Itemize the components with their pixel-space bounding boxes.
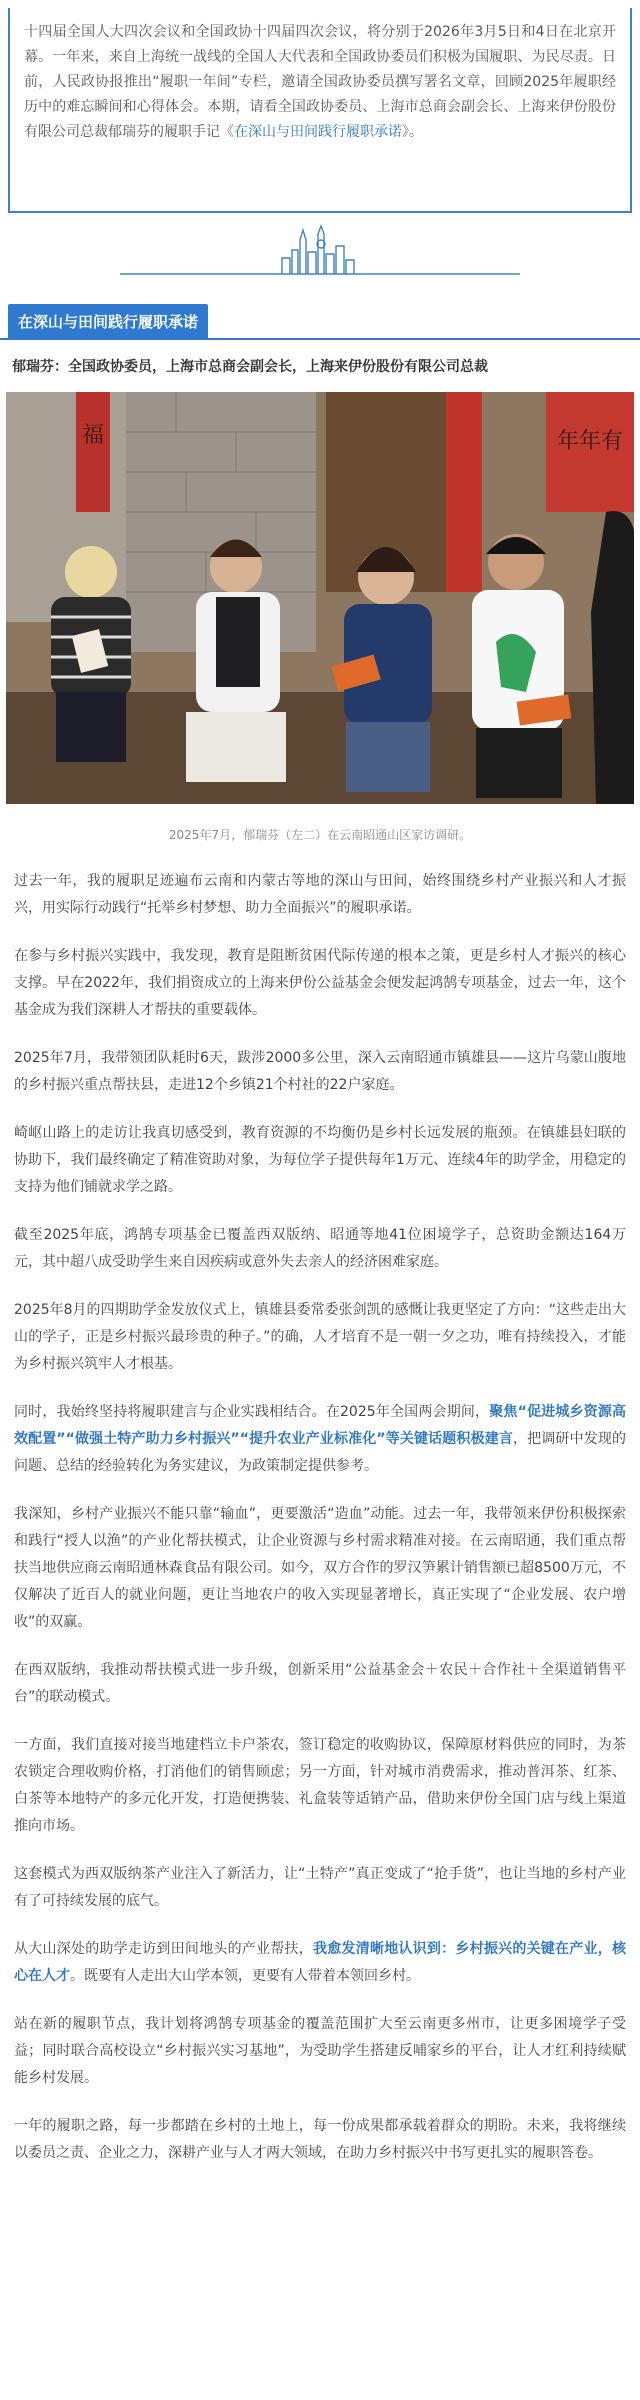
intro-article-link[interactable]: 在深山与田间践行履职承诺 (234, 124, 402, 140)
paragraph-9: 在西双版纳，我推动帮扶模式进一步升级，创新采用“公益基金会＋农民＋合作社＋全渠道销售平台”的联动模式。 (14, 1662, 626, 1705)
paragraph-12-start: 从大山深处的助学走访到田间地头的产业帮扶， (14, 1941, 313, 1957)
paragraph-12 (14, 1936, 626, 1990)
paragraph-7-highlight: 聚焦“促进城乡资源高效配置”“做强土特产助力乡村振兴”“提升农业产业标准化”等关键话题积极建言 (14, 1404, 626, 1447)
paragraph-1: 过去一年，我的履职足迹遍布云南和内蒙古等地的深山与田间，始终围绕乡村产业振兴和人才振兴，用实际行动践行“托举乡村梦想、助力全面振兴”的履职承诺。 (14, 873, 626, 916)
intro-text: 十四届全国人大四次会议和全国政协十四届四次会议，将分别于2026年3月5日和4日在北京开幕。一年来，来自上海统一战线的全国人大代表和全国政协委员们积极为国履职、为民尽责。日前，人民政协报推出“履职一年间”专栏，邀请全国政协委员撰写署名文章，回顾2025年履职经历中的难忘瞬间和心得体会。本期，请看全国政协委员、上海市总商会副会长、上海来伊份股份有限公司总裁郁瑞芬的履职手记《 (24, 24, 616, 140)
couplet-left-text: 福 (81, 423, 105, 448)
paragraph-10: 一方面，我们直接对接当地建档立卡户茶农，签订稳定的收购协议，保障原材料供应的同时，为茶农锁定合理收购价格，打消他们的销售顾虑；另一方面，针对城市消费需求，推动普洱茶、红茶、白茶等本地特产的多元化开发，打造便携装、礼盒装等适销产品，借助来伊份全国门店与线上渠道推向市场。 (14, 1737, 626, 1834)
paragraph-3: 2025年7月，我带领团队耗时6天，跋涉2000多公里，深入云南昭通市镇雄县——这片乌蒙山腹地的乡村振兴重点帮扶县，走进12个乡镇21个村社的22户家庭。 (14, 1050, 626, 1093)
paragraph-2: 在参与乡村振兴实践中，我发现，教育是阻断贫困代际传递的根本之策，更是乡村人才振兴的核心支撑。早在2022年，我们捐资成立的上海来伊份公益基金会便发起鸿鹄专项基金，过去一年，这个基金成为我们深耕人才帮扶的重要载体。 (14, 948, 626, 1018)
city-skyline-divider (0, 222, 640, 282)
paragraph-7 (14, 1399, 626, 1480)
skyline-buildings (282, 226, 354, 274)
photo-caption: 2025年7月，郁瑞芬（左二）在云南昭通山区家访调研。 (168, 828, 472, 842)
paragraph-7-end: ，把调研中发现的问题、总结的经验转化为务实建议，为政策制定提供参考。 (14, 1431, 626, 1474)
intro-paragraph (24, 20, 616, 145)
paragraph-5: 截至2025年底，鸿鹄专项基金已覆盖西双版纳、昭通等地41位困境学子，总资助金额达164万元，其中超八成受助学生来自因疾病或意外失去亲人的经济困难家庭。 (14, 1227, 626, 1270)
paragraph-12-highlight: 我愈发清晰地认识到：乡村振兴的关键在产业，核心在人才 (14, 1941, 626, 1984)
paragraph-12-end: 。既要有人走出大山学本领，更要有人带着本领回乡村。 (70, 1968, 420, 1984)
paragraph-13: 站在新的履职节点，我计划将鸿鹄专项基金的覆盖范围扩大至云南更多州市，让更多困境学子受益；同时联合高校设立“乡村振兴实习基地”，为受助学生搭建反哺家乡的平台，让人才红利持续赋能乡村发展。 (14, 2016, 626, 2086)
paragraph-8: 我深知，乡村产业振兴不能只靠“输血”，更要激活“造血”动能。过去一年，我带领来伊份积极探索和践行“授人以渔”的产业化帮扶模式，让企业资源与乡村需求精准对接。在云南昭通，我们重点帮扶当地供应商云南昭通林森食品有限公司。如今，双方合作的罗汉笋累计销售额已超8500万元，不仅解决了近百人的就业问题，更让当地农户的收入实现显著增长，真正实现了“企业发展、农户增收”的双赢。 (14, 1506, 626, 1630)
section-header (0, 304, 640, 340)
paragraph-6: 2025年8月的四期助学金发放仪式上，镇雄县委常委张剑凯的感慨让我更坚定了方向：“这些走出大山的学子，正是乡村振兴最珍贵的种子。”的确，人才培育不是一朝一夕之功，唯有持续投入，才能为乡村振兴筑牢人才根基。 (14, 1302, 626, 1372)
author-byline: 郁瑞芬：全国政协委员，上海市总商会副会长，上海来伊份股份有限公司总裁 (12, 359, 488, 375)
intro-text-tail: 》。 (402, 124, 423, 140)
couplet-right-text: 年年有 (556, 429, 624, 454)
intro-box (8, 8, 632, 213)
paragraph-7-start: 同时，我始终坚持将履职建言与企业实践相结合。在2025年全国两会期间， (14, 1404, 490, 1420)
paragraph-14: 一年的履职之路，每一步都踏在乡村的土地上，每一份成果都承载着群众的期盼。未来，我将继续以委员之责、企业之力，深耕产业与人才两大领域，在助力乡村振兴中书写更扎实的履职答卷。 (14, 2118, 626, 2161)
paragraph-11: 这套模式为西双版纳茶产业注入了新活力，让“土特产”真正变成了“抢手货”，也让当地的乡村产业有了可持续发展的底气。 (14, 1866, 626, 1909)
visit-scene-illustration (6, 392, 634, 804)
paragraph-4: 崎岖山路上的走访让我真切感受到，教育资源的不均衡仍是乡村长远发展的瓶颈。在镇雄县妇联的协助下，我们最终确定了精准资助对象，为每位学子提供每年1万元、连续4年的助学金，用稳定的支持为他们铺就求学之路。 (14, 1125, 626, 1195)
section-title-tag: 在深山与田间践行履职承诺 (8, 304, 208, 340)
article-body (14, 868, 626, 2188)
article-photo (6, 392, 634, 804)
